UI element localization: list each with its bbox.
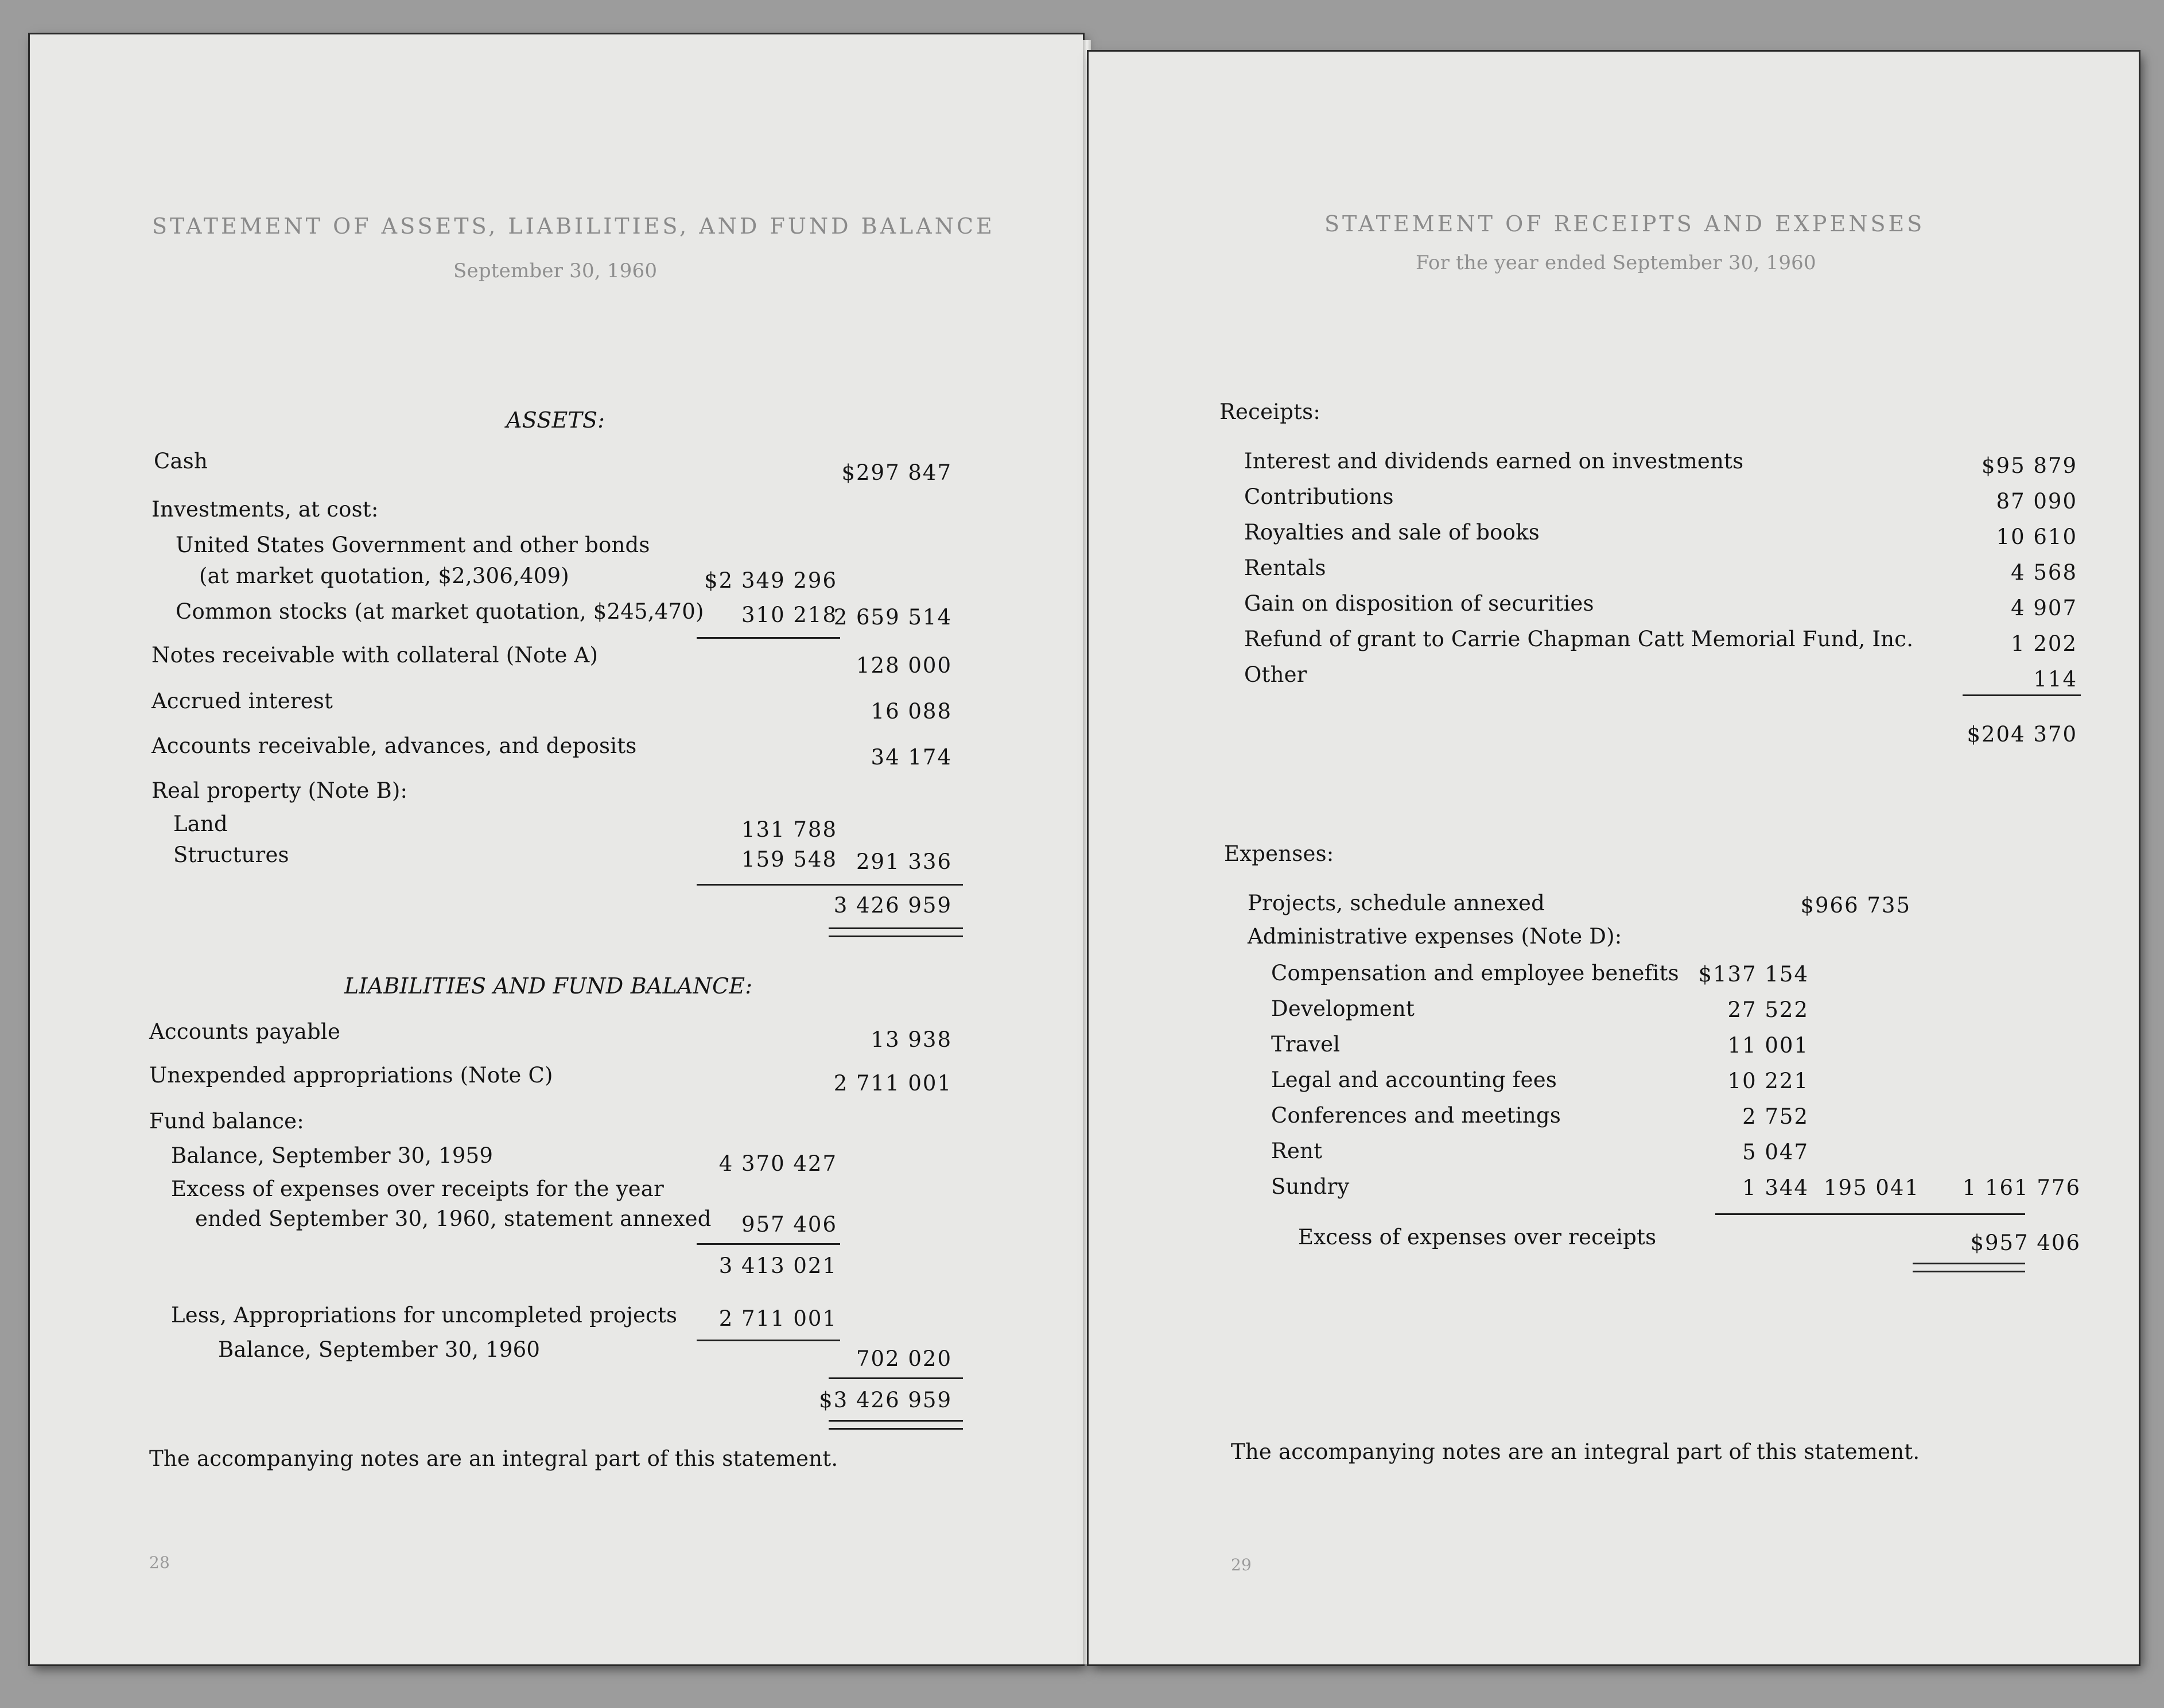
projects-value: $966 735: [1800, 893, 1911, 918]
investments-label: Investments, at cost:: [151, 497, 379, 522]
receipt-value: $95 879: [1981, 453, 2077, 478]
subtotal-value: 3 413 021: [718, 1253, 837, 1278]
admin-item-value: 2 752: [1742, 1104, 1809, 1129]
property-total: 291 336: [856, 849, 952, 874]
receipt-value: 4 568: [2011, 560, 2077, 585]
admin-item-label: Travel: [1271, 1032, 1341, 1057]
cash-total: $297 847: [841, 460, 952, 485]
total-double-rule: [1913, 1263, 2025, 1272]
receipt-value: 87 090: [1996, 489, 2077, 514]
receipts-heading: Receipts:: [1219, 399, 1321, 424]
stocks-label: Common stocks (at market quotation, $245,470): [176, 599, 704, 624]
subtotal-rule: [1913, 1213, 2025, 1215]
receipts-total: $204 370: [1967, 722, 2077, 747]
statement-date: For the year ended September 30, 1960: [1416, 251, 1816, 274]
structures-value: 159 548: [741, 847, 837, 872]
fund-label: Fund balance:: [149, 1109, 304, 1134]
balance-1960-total: 702 020: [856, 1346, 952, 1371]
subtotal-rule: [697, 1243, 840, 1245]
subtotal-rule: [697, 1340, 840, 1341]
receipt-value: 1 202: [2011, 631, 2077, 656]
receivable-total: 34 174: [871, 745, 952, 770]
less-value: 2 711 001: [718, 1306, 837, 1331]
receivable-label: Accounts receivable, advances, and deposits: [151, 733, 637, 758]
admin-label: Administrative expenses (Note D):: [1248, 924, 1622, 949]
subtotal-rule: [1810, 1213, 1922, 1215]
admin-item-value: 5 047: [1742, 1140, 1809, 1164]
subtotal-rule: [829, 1377, 963, 1379]
admin-item-value: $137 154: [1698, 962, 1809, 987]
left-page: [30, 34, 1083, 1664]
investments-total: 2 659 514: [833, 605, 952, 630]
receipt-label: Other: [1244, 662, 1307, 687]
receipt-value: 114: [2033, 667, 2077, 692]
page-number: 28: [149, 1553, 170, 1572]
receipt-label: Interest and dividends earned on investments: [1244, 449, 1744, 473]
stocks-value: 310 218: [741, 603, 837, 627]
admin-item-value: 11 001: [1727, 1033, 1809, 1058]
balance-1960-label: Balance, September 30, 1960: [218, 1337, 541, 1362]
excess-value: 957 406: [741, 1212, 837, 1237]
excess-label: Excess of expenses over receipts: [1298, 1225, 1657, 1249]
page-number: 29: [1231, 1555, 1252, 1574]
footnote: The accompanying notes are an integral part of this statement.: [149, 1446, 838, 1471]
balance-1959-label: Balance, September 30, 1959: [171, 1143, 494, 1168]
admin-item-label: Legal and accounting fees: [1271, 1068, 1557, 1092]
grand-total: $3 426 959: [819, 1388, 952, 1412]
receipt-value: 4 907: [2011, 596, 2077, 620]
notes-label: Notes receivable with collateral (Note A): [151, 643, 599, 667]
receipt-label: Rentals: [1244, 556, 1326, 580]
admin-item-label: Compensation and employee benefits: [1271, 961, 1679, 985]
unexpended-label: Unexpended appropriations (Note C): [149, 1063, 553, 1088]
subtotal-rule: [697, 637, 840, 639]
balance-1959-value: 4 370 427: [718, 1151, 837, 1176]
cash-label: Cash: [154, 449, 208, 473]
excess-total: $957 406: [1970, 1230, 2081, 1255]
structures-label: Structures: [173, 843, 289, 867]
receipt-label: Refund of grant to Carrie Chapman Catt Memorial Fund, Inc.: [1244, 627, 1914, 651]
less-label: Less, Appropriations for uncompleted projects: [171, 1303, 678, 1327]
subtotal-rule: [1715, 1213, 1813, 1215]
bonds-value: $2 349 296: [704, 568, 837, 593]
statement-date: September 30, 1960: [453, 259, 658, 282]
receipt-label: Royalties and sale of books: [1244, 520, 1540, 545]
interest-total: 16 088: [871, 699, 952, 724]
subtotal-rule: [1963, 694, 2081, 696]
admin-total: 195 041: [1823, 1175, 1920, 1200]
admin-item-value: 27 522: [1727, 997, 1809, 1022]
receipt-value: 10 610: [1996, 525, 2077, 549]
admin-item-label: Conferences and meetings: [1271, 1103, 1561, 1128]
bonds-label-1: United States Government and other bonds: [176, 533, 650, 557]
excess-label-1: Excess of expenses over receipts for the year: [171, 1177, 664, 1201]
right-page: [1089, 52, 2139, 1664]
property-label: Real property (Note B):: [151, 778, 408, 803]
admin-item-label: Sundry: [1271, 1174, 1350, 1199]
expenses-heading: Expenses:: [1224, 841, 1334, 866]
assets-total: 3 426 959: [833, 893, 952, 918]
interest-label: Accrued interest: [151, 689, 333, 713]
admin-item-label: Development: [1271, 996, 1415, 1021]
unexpended-total: 2 711 001: [833, 1071, 952, 1096]
admin-item-label: Rent: [1271, 1139, 1323, 1163]
liabilities-heading: LIABILITIES AND FUND BALANCE:: [344, 973, 753, 999]
receipt-label: Gain on disposition of securities: [1244, 591, 1594, 616]
subtotal-rule: [829, 884, 963, 886]
page-title: STATEMENT OF ASSETS, LIABILITIES, AND FUND BALANCE: [152, 214, 995, 239]
subtotal-rule: [697, 884, 840, 886]
total-double-rule: [829, 1420, 963, 1430]
receipt-label: Contributions: [1244, 484, 1394, 509]
notes-total: 128 000: [856, 653, 952, 678]
admin-item-value: 10 221: [1727, 1069, 1809, 1093]
total-double-rule: [829, 927, 963, 937]
bonds-label-2: (at market quotation, $2,306,409): [199, 564, 569, 588]
admin-item-value: 1 344: [1742, 1175, 1809, 1200]
land-label: Land: [173, 812, 228, 836]
expenses-total: 1 161 776: [1962, 1175, 2081, 1200]
projects-label: Projects, schedule annexed: [1248, 891, 1545, 915]
payable-total: 13 938: [871, 1027, 952, 1052]
land-value: 131 788: [741, 817, 837, 842]
assets-heading: ASSETS:: [506, 407, 605, 433]
excess-label-2: ended September 30, 1960, statement annexed: [195, 1206, 712, 1231]
page-title: STATEMENT OF RECEIPTS AND EXPENSES: [1324, 211, 1925, 236]
payable-label: Accounts payable: [149, 1019, 341, 1044]
footnote: The accompanying notes are an integral part of this statement.: [1231, 1439, 1920, 1464]
